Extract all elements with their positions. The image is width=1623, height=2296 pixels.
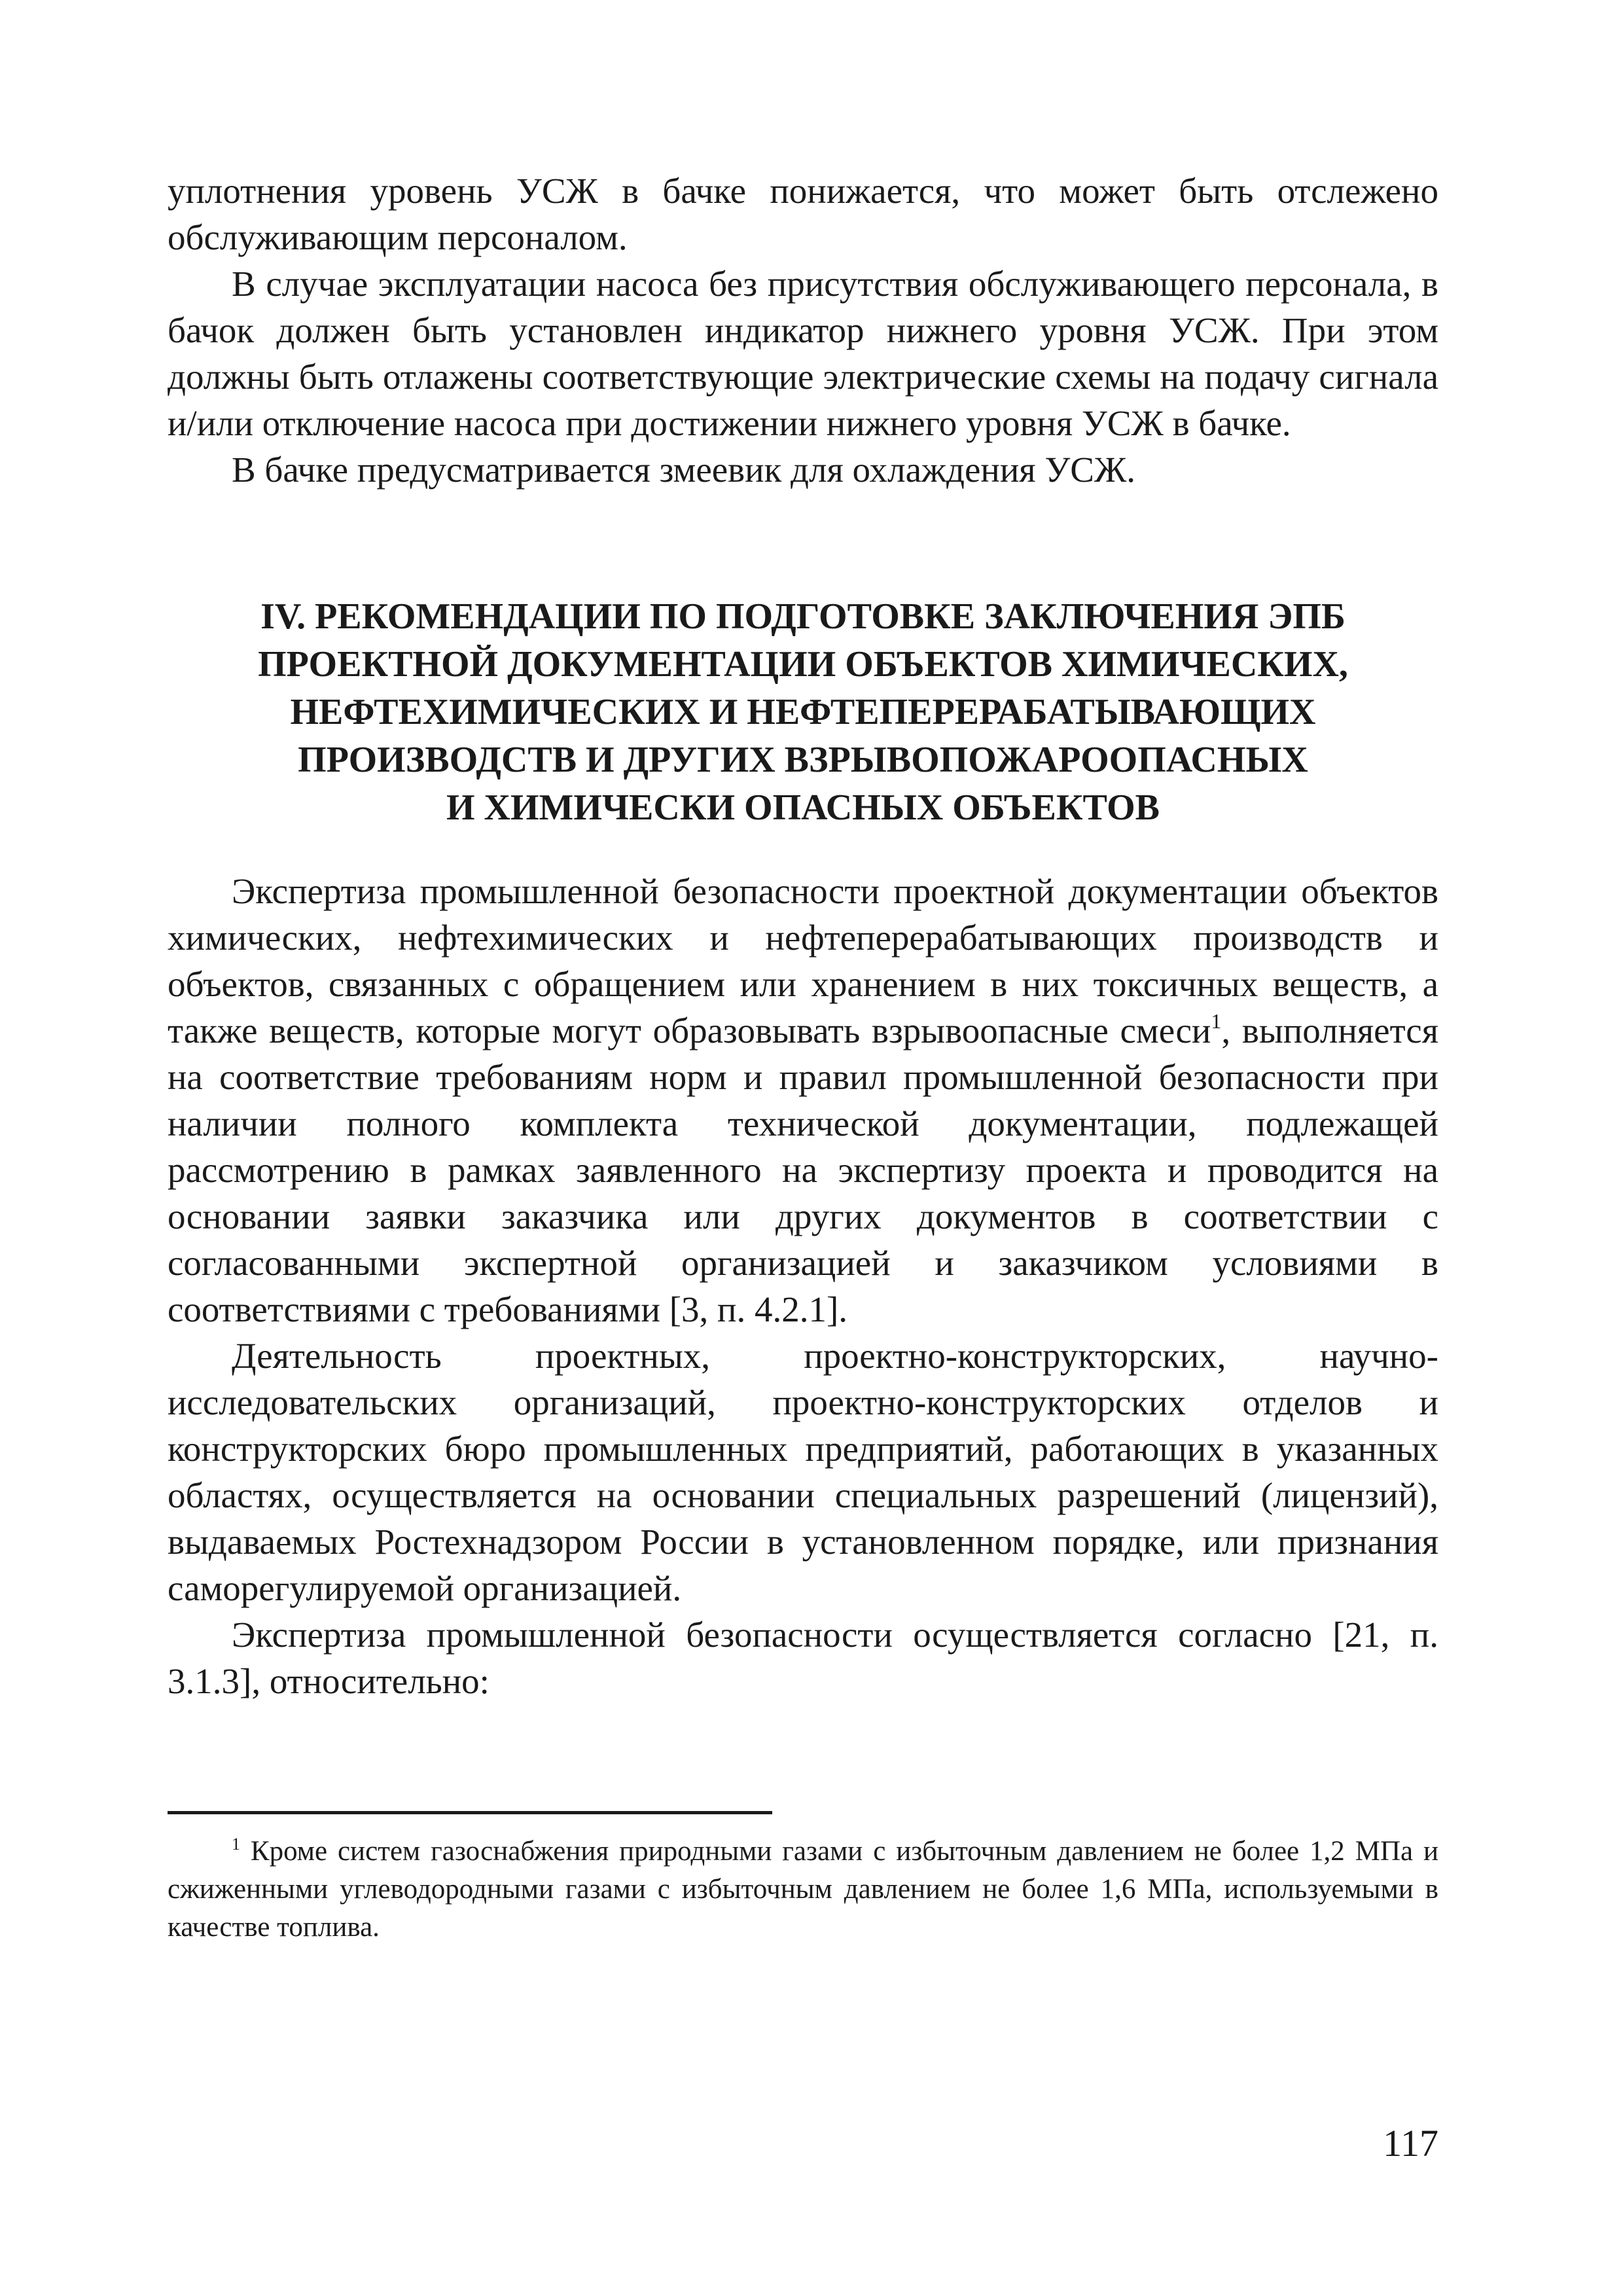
- continued-text-block: [168, 168, 1438, 493]
- paragraph-text: Экспертиза промышленной безопасности проектной документации объектов химических, нефтехимических и нефтеперерабатывающих производств и объектов, связанных с обращением или хранением в них токсичных веществ, а также веществ, которые могут образовывать взрывоопасные смеси: [168, 871, 1438, 1050]
- paragraph-expertise-scope: Экспертиза промышленной безопасности осуществляется согласно [21, п. 3.1.3], относительно:: [168, 1615, 1438, 1701]
- footnote-separator: [168, 1811, 772, 1814]
- footnote-marker: 1: [232, 1835, 240, 1854]
- heading-line: ПРОЕКТНОЙ ДОКУМЕНТАЦИИ ОБЪЕКТОВ ХИМИЧЕСКИХ,: [258, 644, 1348, 685]
- paragraph-text: , выполняется на соответствие требованиям норм и правил промышленной безопасности при наличии полного комплекта технической документации, подлежащей рассмотрению в рамках заявленного на экспертизу проекта и проводится на основании заявки заказчика или других документов в соответствии с согласованными экспертной организацией и заказчиком условиями в соответствиями с требованиями [3, п. 4.2.1].: [168, 1011, 1439, 1329]
- section-body: [168, 868, 1438, 1704]
- paragraph-licensing: Деятельность проектных, проектно-конструкторских, научно-исследовательских организаций, проектно-конструкторских отделов и конструкторских бюро промышленных предприятий, работающих в указанных областях, осуществляется на основании специальных разрешений (лицензий), выдаваемых Ростехнадзором России в установленном порядке, или признания саморегулируемой организацией.: [168, 1336, 1438, 1608]
- footnote-text: Кроме систем газоснабжения природными газами с избыточным давлением не более 1,2 МПа и сжиженными углеводородными газами с избыточным давлением не более 1,6 МПа, используемыми в качестве топлива.: [168, 1836, 1438, 1943]
- paragraph-coil: В бачке предусматривается змеевик для охлаждения УСЖ.: [232, 450, 1135, 490]
- paragraph-continuation: уплотнения уровень УСЖ в бачке понижается, что может быть отслежено обслуживающим персоналом.: [168, 171, 1438, 257]
- paragraph-indicator: В случае эксплуатации насоса без присутствия обслуживающего персонала, в бачок должен быть установлен индикатор нижнего уровня УСЖ. При этом должны быть отлажены соответствующие электрические схемы на подачу сигнала и/или отключение насоса при достижении нижнего уровня УСЖ в бачке.: [168, 264, 1438, 443]
- page-number: 117: [1383, 2122, 1438, 2164]
- heading-line: И ХИМИЧЕСКИ ОПАСНЫХ ОБЪЕКТОВ: [446, 787, 1160, 828]
- section-heading: [168, 593, 1438, 832]
- footnote: [168, 1833, 1438, 1946]
- paragraph-expertise: [168, 868, 1438, 1333]
- heading-line: ПРОИЗВОДСТВ И ДРУГИХ ВЗРЫВОПОЖАРООПАСНЫХ: [298, 740, 1308, 780]
- footnote-reference[interactable]: 1: [1211, 1009, 1222, 1033]
- heading-line: НЕФТЕХИМИЧЕСКИХ И НЕФТЕПЕРЕРАБАТЫВАЮЩИХ: [290, 692, 1316, 732]
- heading-line: IV. РЕКОМЕНДАЦИИ ПО ПОДГОТОВКЕ ЗАКЛЮЧЕНИЯ ЭПБ: [260, 596, 1346, 637]
